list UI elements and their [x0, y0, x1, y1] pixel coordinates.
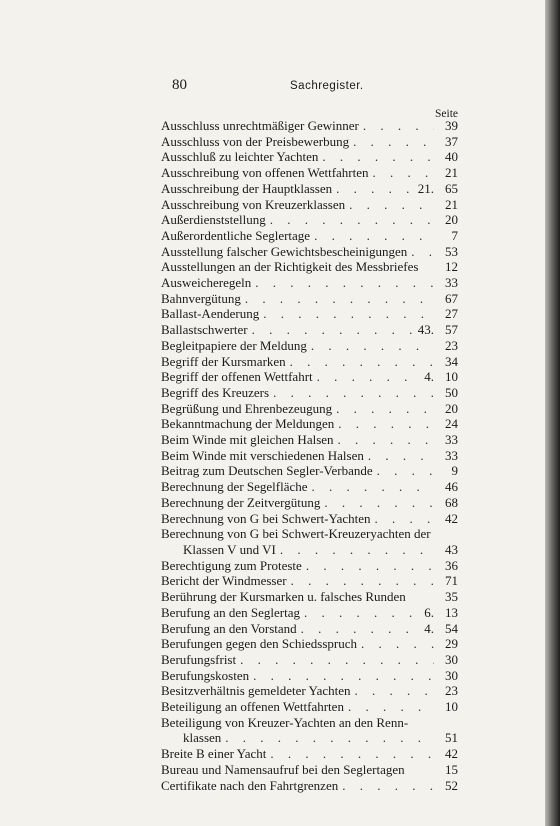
- index-page: 29: [445, 636, 458, 652]
- leader-dots: [373, 463, 434, 479]
- index-group-2: [161, 558, 458, 715]
- leader-dots: [359, 118, 434, 134]
- index-term: Ausstellungen an der Richtigkeit des Messbriefes: [161, 259, 419, 275]
- index-entry: [161, 558, 458, 574]
- index-page: 13: [445, 604, 458, 620]
- leader-dots: [371, 511, 434, 527]
- page-edge-shadow: [545, 0, 560, 826]
- index-term: Begriff der Kursmarken: [161, 353, 286, 369]
- leader-dots: [300, 605, 421, 621]
- index-page: 50: [445, 384, 458, 400]
- index-term: Berührung der Kursmarken u. falsches Runden: [161, 589, 406, 605]
- index-term: Ausstellung falscher Gewichtsbescheinigungen: [161, 243, 408, 259]
- index-term: Ausschluss unrechtmäßiger Gewinner: [161, 118, 359, 133]
- index-term: Berechtigung zum Proteste: [161, 557, 302, 573]
- leader-dots: [357, 636, 434, 652]
- index-entry: [161, 432, 458, 448]
- index-page: 43: [445, 541, 458, 557]
- index-group-3: [161, 746, 458, 793]
- index-term: Ausschreibung der Hauptklassen: [161, 180, 333, 196]
- index-term: Ausschluss von der Preisbewerbung: [161, 133, 350, 149]
- index-entry-continuation: [161, 542, 458, 558]
- index-term: Berechnung der Zeitvergütung: [161, 494, 321, 510]
- leader-dots: [248, 322, 415, 338]
- index-page: 51: [445, 730, 458, 746]
- index-page: 35: [445, 589, 458, 605]
- index-term: Ausweicheregeln: [161, 275, 252, 291]
- index-term: Außerdienststellung: [161, 212, 266, 228]
- leader-dots: [251, 275, 434, 291]
- index-page: 54: [445, 620, 458, 636]
- index-term: Ausschluß zu leichter Yachten: [161, 149, 319, 165]
- leader-dots: [221, 730, 434, 746]
- index-entry: [161, 244, 458, 260]
- index-page: 9: [451, 463, 458, 479]
- index-page: 27: [445, 306, 458, 322]
- index-term: Berechnung von G bei Schwert-Yachten: [161, 510, 371, 526]
- index-page: 23: [445, 683, 458, 699]
- index-page: 21: [445, 165, 458, 181]
- index-entry: [161, 338, 458, 354]
- index-entry: [161, 636, 458, 652]
- index-entry: [161, 746, 458, 762]
- leader-dots: [345, 197, 434, 213]
- index-term: Certifikate nach den Fahrtgrenzen: [161, 777, 339, 793]
- leader-dots: [236, 652, 434, 668]
- index-entry: [161, 291, 458, 307]
- index-term: Berufung an den Seglertag: [161, 604, 300, 620]
- index-entry: [161, 605, 458, 621]
- leader-dots: [318, 149, 434, 165]
- leader-dots: [338, 778, 434, 794]
- index-page: 10: [445, 699, 458, 715]
- index-reference: 21.: [417, 180, 434, 196]
- leader-dots: [320, 495, 434, 511]
- index-page: 40: [445, 149, 458, 165]
- index-entry: [161, 448, 458, 464]
- index-term: Außerordentliche Seglertage: [161, 227, 311, 243]
- index-entry: [161, 668, 458, 684]
- index-entry: [161, 589, 458, 605]
- index-term: Ballast-Aenderung: [161, 306, 260, 322]
- leader-dots: [334, 432, 434, 448]
- index-entry-wrapped: [161, 715, 458, 731]
- index-page: 30: [445, 667, 458, 683]
- index-term: Berechnung der Segelfläche: [161, 479, 308, 495]
- index-entry-continuation: [161, 730, 458, 746]
- leader-dots: [351, 683, 434, 699]
- index-reference: 43.: [417, 322, 434, 338]
- index-page: 53: [445, 243, 458, 259]
- index-term: Breite B einer Yacht: [161, 746, 267, 762]
- index-page: 7: [451, 227, 458, 243]
- leader-dots: [249, 668, 434, 684]
- index-entry: [161, 385, 458, 401]
- index-term: Ballastschwerter: [161, 322, 248, 338]
- index-term: Bureau und Namensaufruf bei den Seglertagen: [161, 761, 405, 777]
- index-term: Berufungen gegen den Schiedsspruch: [161, 636, 358, 652]
- leader-dots: [287, 573, 434, 589]
- index-entry: [161, 401, 458, 417]
- index-entry: [161, 699, 458, 715]
- leader-dots: [297, 621, 422, 637]
- index-term: Ausschreibung von Kreuzerklassen: [161, 196, 346, 212]
- index-term-line-2: Klassen V und VI: [183, 541, 276, 557]
- leader-dots: [276, 542, 434, 558]
- index-term: Begriff des Kreuzers: [161, 384, 270, 400]
- index-term: Beim Winde mit gleichen Halsen: [161, 432, 334, 448]
- index-reference: 4.: [424, 369, 434, 385]
- index-term: Beitrag zum Deutschen Segler-Verbande: [161, 463, 373, 479]
- index-page: 10: [445, 369, 458, 385]
- leader-dots: [364, 448, 434, 464]
- index-entries: [161, 118, 458, 793]
- index-entry-wrapped: [161, 526, 458, 542]
- leader-dots: [407, 244, 434, 260]
- index-term: Ausschreibung von offenen Wettfahrten: [161, 165, 369, 181]
- index-reference: 6.: [424, 604, 434, 620]
- index-term: Begrüßung und Ehrenbezeugung: [161, 400, 333, 416]
- index-page: 20: [445, 212, 458, 228]
- index-group-1: [161, 118, 458, 526]
- index-term: Beim Winde mit verschiedenen Halsen: [161, 447, 364, 463]
- index-entry: [161, 463, 458, 479]
- index-page: 37: [445, 133, 458, 149]
- index-entry: [161, 259, 458, 275]
- leader-dots: [334, 416, 434, 432]
- index-entry: [161, 369, 458, 385]
- leader-dots: [266, 212, 434, 228]
- index-entry: [161, 778, 458, 794]
- page-number: 80: [172, 77, 187, 93]
- index-entry: [161, 495, 458, 511]
- index-entry: [161, 134, 458, 150]
- index-entry: [161, 762, 458, 778]
- index-entry: [161, 118, 458, 134]
- leader-dots: [310, 228, 434, 244]
- index-page: 30: [445, 651, 458, 667]
- index-term: Begleitpapiere der Meldung: [161, 337, 307, 353]
- index-page: 20: [445, 400, 458, 416]
- page-column-heading: Seite: [435, 108, 458, 120]
- index-entry: [161, 275, 458, 291]
- index-term: Beteiligung an offenen Wettfahrten: [161, 699, 344, 715]
- index-page: 24: [445, 416, 458, 432]
- index-page: 36: [445, 557, 458, 573]
- index-term: Bericht der Windmesser: [161, 573, 287, 589]
- index-page: 33: [445, 432, 458, 448]
- index-reference: 4.: [424, 620, 434, 636]
- leader-dots: [286, 354, 434, 370]
- index-entry: [161, 479, 458, 495]
- index-page: 33: [445, 447, 458, 463]
- index-entry: [161, 181, 458, 197]
- index-page: 34: [445, 353, 458, 369]
- index-entry: [161, 511, 458, 527]
- index-term: Berufung an den Vorstand: [161, 620, 297, 636]
- index-entry: [161, 228, 458, 244]
- leader-dots: [266, 746, 434, 762]
- index-entry: [161, 165, 458, 181]
- index-page: 12: [445, 259, 458, 275]
- index-entry: [161, 149, 458, 165]
- index-term: Bekanntmachung der Meldungen: [161, 416, 335, 432]
- index-page: 71: [445, 573, 458, 589]
- index-page: 15: [445, 761, 458, 777]
- index-page: 23: [445, 337, 458, 353]
- leader-dots: [308, 479, 434, 495]
- index-page: 39: [445, 118, 458, 133]
- leader-dots: [344, 699, 434, 715]
- index-term-line-1: Berechnung von G bei Schwert-Kreuzeryachten der: [161, 526, 431, 542]
- index-term-line-1: Beteiligung von Kreuzer-Yachten an den Renn-: [161, 714, 409, 730]
- index-page: 68: [445, 494, 458, 510]
- leader-dots: [349, 134, 434, 150]
- index-page: 42: [445, 746, 458, 762]
- index-page: 46: [445, 479, 458, 495]
- leader-dots: [307, 338, 434, 354]
- index-page: 21: [445, 196, 458, 212]
- leader-dots: [332, 401, 434, 417]
- index-entry: [161, 621, 458, 637]
- index-page: 42: [445, 510, 458, 526]
- index-term-line-2: klassen: [183, 730, 222, 746]
- index-page: 67: [445, 290, 458, 306]
- running-title: Sachregister.: [290, 80, 364, 92]
- index-page: 52: [445, 777, 458, 793]
- index-entry: [161, 354, 458, 370]
- index-page: 57: [445, 322, 458, 338]
- leader-dots: [332, 181, 415, 197]
- index-term: Begriff der offenen Wettfahrt: [161, 369, 313, 385]
- leader-dots: [259, 306, 434, 322]
- index-entry: [161, 683, 458, 699]
- index-entry: [161, 212, 458, 228]
- leader-dots: [269, 385, 434, 401]
- index-term: Besitzverhältnis gemeldeter Yachten: [161, 683, 351, 699]
- leader-dots: [241, 291, 434, 307]
- index-page: 65: [445, 180, 458, 196]
- index-term: Bahnvergütung: [161, 290, 241, 306]
- index-entry: [161, 416, 458, 432]
- leader-dots: [302, 558, 434, 574]
- index-page: 33: [445, 275, 458, 291]
- index-entry: [161, 573, 458, 589]
- index-term: Berufungsfrist: [161, 651, 237, 667]
- index-entry: [161, 652, 458, 668]
- leader-dots: [313, 369, 422, 385]
- index-entry: [161, 306, 458, 322]
- index-entry: [161, 322, 458, 338]
- leader-dots: [369, 165, 435, 181]
- index-entry: [161, 197, 458, 213]
- index-term: Berufungskosten: [161, 667, 250, 683]
